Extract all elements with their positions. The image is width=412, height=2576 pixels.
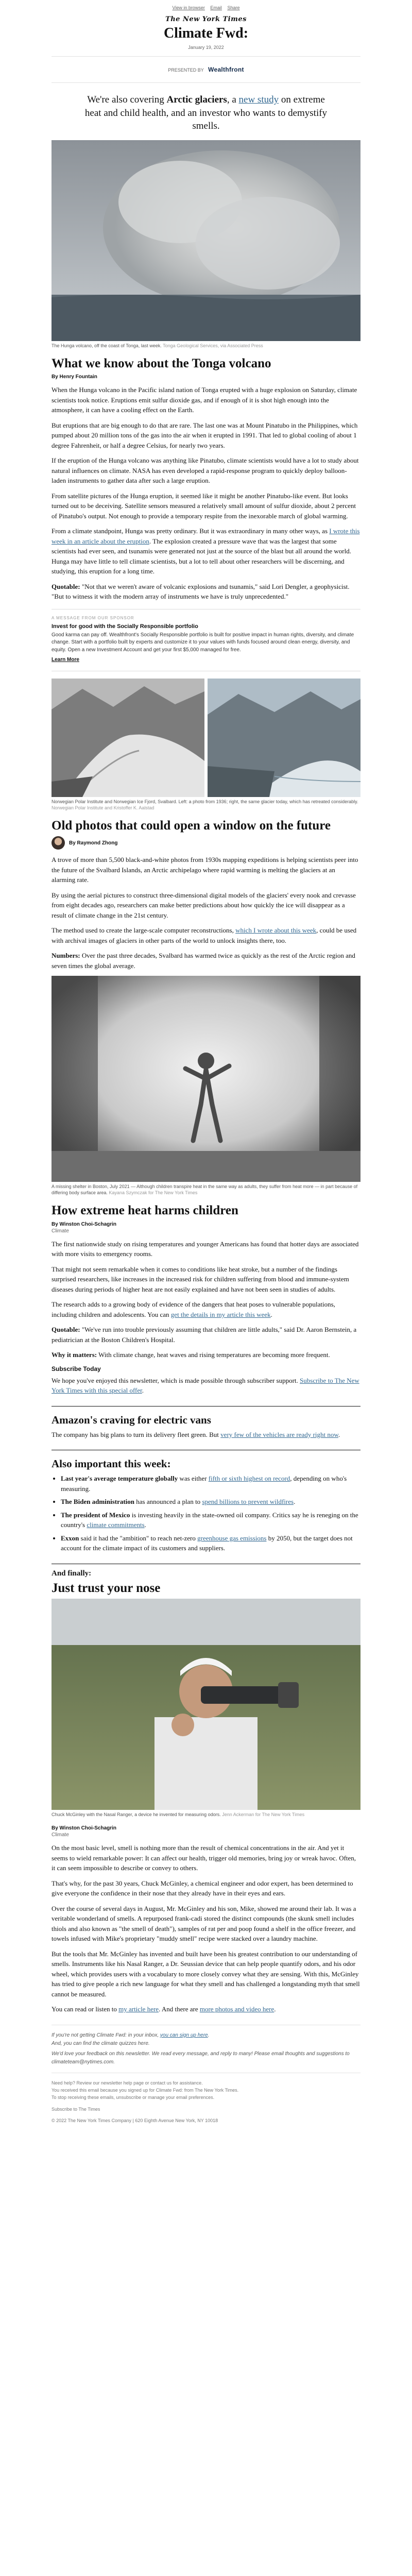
signup-link[interactable]: you can sign up here bbox=[160, 2032, 208, 2038]
caption-text: Norwegian Polar Institute and Norwegian Ice Fjord, Svalbard. Left: a photo from 1936; right, the same glacier today, which has retreated considerably. bbox=[52, 799, 358, 805]
subscribe-title: Subscribe Today bbox=[52, 1365, 101, 1372]
kicker: And finally: bbox=[52, 1569, 92, 1578]
glacier-photo-pair bbox=[52, 679, 360, 797]
nyt-logo[interactable]: The New York Times bbox=[165, 15, 247, 23]
paragraph: Over the course of several days in August, Mr. McGinley and his son, Mike, showed me around their lab. It was a veritable wonderland of smells. A repurposed frank-cadi stored the distinct compounds (the skunk smell includes thiols and also known as "the smell of death"), samples of rat per and poop found a shelf in the office freezer, and towels infused with Mike's proprietary "muddy smell" recipe were stacked over a laundry machine. bbox=[52, 1904, 356, 1943]
why-paragraph bbox=[52, 1350, 360, 1360]
item-text: . bbox=[144, 1521, 146, 1529]
email-link[interactable]: Email bbox=[210, 5, 222, 10]
byline-text: By Winston Choi-Schagrin bbox=[52, 1825, 117, 1832]
masthead bbox=[52, 15, 360, 50]
footer-feedback: We'd love your feedback on this newsletter. We read every message, and reply to many! Please email thoughts and suggestions to climateteam@nytimes.com. bbox=[52, 2050, 350, 2065]
item-text: was either bbox=[178, 1475, 209, 1483]
numbers-text: Over the past three decades, Svalbard has warmed twice as quickly as the rest of the Arctic region and seven times the global average. bbox=[52, 952, 355, 970]
paragraph bbox=[52, 1430, 360, 1440]
numbers-paragraph bbox=[52, 951, 360, 971]
footer-quizzes[interactable]: And, you can find the climate quizzes here. bbox=[52, 2040, 150, 2046]
caption-text: A missing shelter in Boston, July 2021 — Although children transpire heat in the same way as adults, they suffer from heat more — in part because of differing body surface area. bbox=[52, 1184, 358, 1196]
paragraph: From satellite pictures of the Hunga eruption, it seemed like it might be another Pinatubo-like event. But looks turned out to be deceiving. Satellite sensors measured a relatively small amount of sulfur dioxide, about 2 percent of Pinatubo's output. Not enough to provide a temporary respite from the inexorable march of global warming. bbox=[52, 492, 356, 520]
intro-text: , a bbox=[227, 94, 239, 105]
paragraph-text: The company has big plans to turn its delivery fleet green. But bbox=[52, 1430, 221, 1438]
paragraph-text: , could be used with archival images of glaciers in other parts of the world to unlock insights there, too. bbox=[52, 926, 357, 944]
footer-copyright: © 2022 The New York Times Company | 620 Eighth Avenue New York, NY 10018 bbox=[52, 2118, 218, 2124]
share-link[interactable]: Share bbox=[227, 5, 240, 10]
caption-text: Chuck McGinley with the Nasal Ranger, a device he invented for measuring odors. bbox=[52, 1812, 221, 1818]
footer-reason: You received this email because you signed up for Climate Fwd: from The New York Times. bbox=[52, 2087, 239, 2093]
paragraph-text: . bbox=[142, 1386, 144, 1395]
item-link[interactable]: greenhouse gas emissions bbox=[197, 1534, 267, 1542]
paragraph bbox=[52, 2004, 360, 2014]
article-link[interactable]: my article here bbox=[118, 2005, 159, 2013]
heat-caption bbox=[52, 1184, 360, 1196]
volcano-photo[interactable] bbox=[52, 140, 360, 341]
story-headline[interactable]: Old photos that could open a window on the future bbox=[52, 818, 331, 833]
item-text: , depending on who's measuring. bbox=[61, 1475, 347, 1493]
newsletter bbox=[52, 0, 360, 2125]
paragraph bbox=[52, 526, 360, 577]
view-in-browser-link[interactable]: View in browser bbox=[172, 5, 205, 10]
footer-subscribe[interactable]: Subscribe to The Times bbox=[52, 2106, 100, 2112]
paragraph-text: . bbox=[338, 1430, 340, 1438]
paragraph-text: . bbox=[274, 2005, 276, 2013]
paragraph-text: . The explosion created a pressure wave that was the largest that some scientists had ever seen, and tsunamis were generated not just at the source of the blast but all around the world. Hunga may have little to tell climate scientists, but a lot to tell about other researchers will be discerning, and studying, this eruption for a long time. bbox=[52, 537, 351, 575]
section-headline[interactable]: Amazon's craving for electric vans bbox=[52, 1413, 211, 1426]
paragraph: But eruptions that are big enough to do that are rare. The last one was at Mount Pinatubo in the Philippines, which pumped about 20 million tons of the gas into the air when it erupted in 1991. That led to global cooling of about 1 degree Fahrenheit, or half a degree Celsius, for nearly two years. bbox=[52, 421, 358, 449]
paragraph: A trove of more than 5,500 black-and-white photos from 1930s mapping expeditions is helping scientists peer into the future of the Svalbard Islands, an Arctic archipelago where rapid warming is melting the glaciers at an alarming rate. bbox=[52, 856, 358, 884]
paragraph: When the Hunga volcano in the Pacific island nation of Tonga erupted with a huge explosion on Saturday, climate scientists took notice. Eruptions emit sulfur dioxide gas, and if enough of it is shot high enough into the atmosphere, it can have a cooling effect on the Earth. bbox=[52, 386, 357, 414]
divider bbox=[52, 82, 360, 83]
byline bbox=[52, 836, 360, 850]
footer-text: If you're not getting Climate Fwd: in your inbox, bbox=[52, 2032, 160, 2038]
glacier-image-new bbox=[208, 679, 360, 797]
learn-more-link[interactable]: Learn More bbox=[52, 657, 79, 663]
caption-credit: Tonga Geological Services, via Associated Press bbox=[163, 343, 263, 348]
byline-text: By Winston Choi-Schagrin bbox=[52, 1221, 117, 1227]
article-link[interactable]: I wrote this week in an article about the eruption bbox=[52, 527, 360, 545]
also-important-list bbox=[52, 1473, 360, 1553]
quote-label: Quotable: bbox=[52, 582, 80, 590]
newsletter-title: Climate Fwd: bbox=[163, 25, 249, 41]
volcano-image bbox=[52, 140, 360, 341]
glacier-photo-1936[interactable] bbox=[52, 679, 204, 797]
subscribe-paragraph bbox=[52, 1376, 360, 1396]
item-bold: The Biden administration bbox=[61, 1498, 135, 1506]
item-text: . bbox=[294, 1498, 296, 1506]
author-avatar bbox=[52, 836, 65, 850]
sponsor-label: PRESENTED BY bbox=[168, 67, 204, 73]
item-bold: Last year's average temperature globally bbox=[61, 1475, 178, 1483]
ad-label: A MESSAGE FROM OUR SPONSOR bbox=[52, 615, 134, 620]
subscribe-link[interactable]: Subscribe to The New York Times with this special offer bbox=[52, 1376, 359, 1395]
ad-body: Good karma can pay off. Wealthfront's Socially Responsible portfolio is built for positive impact in human rights, diversity, and climate change. Start with a portfolio built by experts and customize it to your values with funds focused around clean energy, diversity, and equity. Open a new Investment Account and get your first $5,000 managed for free. bbox=[52, 632, 354, 653]
footer-legal bbox=[52, 2079, 360, 2125]
footer-help[interactable]: Need help? Review our newsletter help page or contact us for assistance. bbox=[52, 2080, 203, 2086]
paragraph-text: The method used to create the large-scale computer reconstructions, bbox=[52, 926, 236, 935]
top-links bbox=[52, 0, 360, 10]
byline bbox=[52, 1222, 360, 1234]
why-text: With climate change, heat waves and rising temperatures are becoming more frequent. bbox=[97, 1351, 330, 1359]
paragraph-text: From a climate standpoint, Hunga was pretty ordinary. But it was extraordinary in many other ways, as bbox=[52, 527, 330, 535]
quote-paragraph bbox=[52, 582, 360, 602]
byline bbox=[52, 1825, 360, 1838]
article-link[interactable]: get the details in my article this week bbox=[170, 1310, 271, 1318]
glacier-photo-today[interactable] bbox=[208, 679, 360, 797]
volcano-caption bbox=[52, 343, 360, 349]
paragraph-text: We hope you've enjoyed this newsletter, which is made possible through subscriber support. bbox=[52, 1376, 300, 1384]
item-text: has announced a plan to bbox=[134, 1498, 202, 1506]
item-text: is investing heavily in the state-owned oil company. Critics say he is reneging on the country's bbox=[61, 1511, 358, 1529]
photos-link[interactable]: more photos and video here bbox=[199, 2005, 274, 2013]
paragraph-text: The research adds to a growing body of evidence of the dangers that heat poses to vulnerable populations, including children and adolescents. You can bbox=[52, 1300, 335, 1318]
story-headline[interactable]: What we know about the Tonga volcano bbox=[52, 356, 271, 370]
item-link[interactable]: spend billions to prevent wildfires bbox=[202, 1498, 294, 1506]
glacier-caption bbox=[52, 799, 360, 811]
caption-credit: Norwegian Polar Institute and Kristoffer K. Aalstad bbox=[52, 805, 154, 811]
item-link[interactable]: fifth or sixth highest on record bbox=[208, 1475, 290, 1483]
footer bbox=[52, 2031, 360, 2066]
nose-caption bbox=[52, 1812, 360, 1818]
list-item bbox=[61, 1497, 360, 1507]
footer-text: . bbox=[208, 2032, 210, 2038]
item-bold: Exxon bbox=[61, 1534, 79, 1542]
sprinkler-image bbox=[52, 976, 360, 1182]
paragraph-text: . bbox=[270, 1310, 272, 1318]
caption-credit: Jenn Ackerman for The New York Times bbox=[222, 1812, 305, 1818]
intro-bold: Arctic glaciers bbox=[166, 94, 227, 105]
paragraph: That might not seem remarkable when it comes to conditions like heat stroke, but a number of the findings surprised researchers, like increases in the increased risk for children suffering from blood and immune-system diseases during periods of higher heat are not easily explained and have not been seen in studies of adults. bbox=[52, 1265, 349, 1293]
paragraph-text: You can read or listen to bbox=[52, 2005, 119, 2013]
sponsor-banner[interactable] bbox=[52, 63, 360, 76]
paragraph: On the most basic level, smell is nothing more than the result of chemical concentrations in the air. And yet it seems to wield remarkable power: It can affect our health, trigger old memories, bring joy or wreak havoc. Often, it can seem impossible to describe or convey to others. bbox=[52, 1844, 356, 1872]
item-text: by 2050, but the target does not account for the climate impact of its customers and suppliers. bbox=[61, 1534, 353, 1552]
paragraph: But the tools that Mr. McGinley has invented and built have been his greatest contribution to our understanding of smells. Instruments like his Nasal Ranger, a Dr. Seussian device that can help people quantify odors, and his odor wheel, which provides users with a vocabulary to more closely convey what they are sensing. With this, McGinley has tried to give people a rich new language for what they smell and has challenged a longstanding myth that smell cannot be measured. bbox=[52, 1950, 360, 1998]
byline-desk: Climate bbox=[52, 1228, 69, 1234]
sponsor-name[interactable]: Wealthfront bbox=[208, 66, 244, 73]
byline: By Henry Fountain bbox=[52, 374, 97, 380]
ad-title[interactable]: Invest for good with the Socially Responsible portfolio bbox=[52, 623, 198, 630]
list-item bbox=[61, 1473, 360, 1494]
story-headline[interactable]: How extreme heat harms children bbox=[52, 1203, 238, 1217]
paragraph bbox=[52, 925, 360, 945]
intro-text: on extreme heat and child health, and an investor who wants to demystify smells. bbox=[84, 94, 328, 132]
article-link[interactable]: which I wrote about this week bbox=[235, 926, 317, 935]
paragraph bbox=[52, 1299, 360, 1319]
section-headline: Also important this week: bbox=[52, 1458, 171, 1470]
quote-text: "We've run into trouble previously assuming that children are little adults," said Dr. Aaron Bernstein, a pediatrician at the Boston Children's Hospital. bbox=[52, 1326, 357, 1344]
story-headline[interactable]: Just trust your nose bbox=[52, 1581, 161, 1595]
paragraph: The first nationwide study on rising temperatures and younger Americans has found that hotter days are associated with more visits to emergency rooms. bbox=[52, 1240, 359, 1258]
paragraph: If the eruption of the Hunga volcano was anything like Pinatubo, climate scientists would have a lot to study about natural influences on climate. NASA has even developed a rapid-response program to quickly deploy balloon-laden instruments to gather data after such a large eruption. bbox=[52, 456, 359, 485]
intro-link[interactable]: new study bbox=[238, 94, 279, 105]
glacier-image-old bbox=[52, 679, 204, 797]
intro-summary bbox=[52, 89, 360, 140]
nasal-ranger-image bbox=[52, 1599, 360, 1810]
item-link[interactable]: climate commitments bbox=[87, 1521, 145, 1529]
list-item bbox=[61, 1533, 360, 1553]
quote-paragraph bbox=[52, 1325, 360, 1345]
item-text: said it had the "ambition" to reach net-zero bbox=[79, 1534, 198, 1542]
divider bbox=[52, 56, 360, 57]
numbers-label: Numbers: bbox=[52, 952, 80, 960]
why-label: Why it matters: bbox=[52, 1351, 97, 1359]
sponsor-ad[interactable] bbox=[52, 609, 360, 672]
paragraph-text: . And there are bbox=[159, 2005, 200, 2013]
footer-signup bbox=[52, 2031, 360, 2040]
paragraph: By using the aerial pictures to construct three-dimensional digital models of the glaciers' every nook and crevasse from eight decades ago, researchers can make better predictions about how quickly the ice will disappear as a result of climate change in the 21st century. bbox=[52, 891, 356, 919]
quote-label: Quotable: bbox=[52, 1326, 80, 1334]
issue-date: January 19, 2022 bbox=[188, 45, 224, 50]
list-item bbox=[61, 1510, 360, 1530]
nose-photo[interactable] bbox=[52, 1599, 360, 1810]
byline-text: By Raymond Zhong bbox=[69, 840, 118, 846]
caption-credit: Kayana Szymczak for The New York Times bbox=[109, 1190, 198, 1196]
footer-unsubscribe[interactable]: To stop receiving these emails, unsubscribe or manage your email preferences. bbox=[52, 2095, 215, 2100]
intro-text: We're also covering bbox=[87, 94, 167, 105]
quote-text: "Not that we weren't aware of volcanic explosions and tsunamis," said Lori Dengler, a geophysicist. "But to witness it with the modern array of instruments we have is truly unprecedented." bbox=[52, 582, 350, 601]
heat-photo[interactable] bbox=[52, 976, 360, 1182]
caption-text: The Hunga volcano, off the coast of Tonga, last week. bbox=[52, 343, 162, 348]
paragraph: That's why, for the past 30 years, Chuck McGinley, a chemical engineer and odor expert, has been determined to give everyone the confidence in their nose that they already have in their eyes and ears. bbox=[52, 1879, 353, 1897]
article-link[interactable]: very few of the vehicles are ready right now bbox=[220, 1430, 338, 1438]
item-bold: The president of Mexico bbox=[61, 1511, 130, 1519]
byline-desk: Climate bbox=[52, 1832, 69, 1838]
